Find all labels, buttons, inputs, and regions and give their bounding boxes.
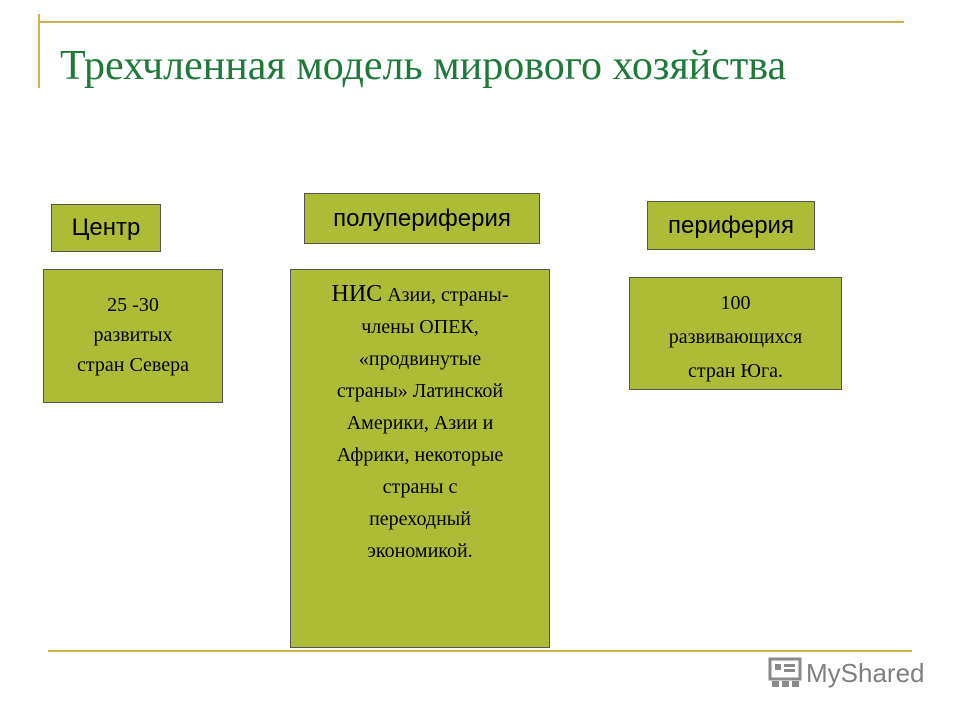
top-rule <box>40 21 904 23</box>
periphery-line: стран Юга. <box>687 360 784 382</box>
periphery-line: 100 <box>720 292 751 314</box>
slide-title: Трехчленная модель мирового хозяйства <box>60 43 787 89</box>
center-line: развитых <box>93 324 173 346</box>
periphery-line: развивающихся <box>668 326 803 348</box>
semi-periphery-line: страны с <box>382 476 458 498</box>
center-description-box <box>43 269 223 403</box>
semi-periphery-line: «продвинутые <box>358 348 482 370</box>
semi-periphery-line <box>291 278 549 311</box>
watermark <box>768 656 925 690</box>
semi-periphery-description-box <box>290 269 550 648</box>
header-center: Центр <box>51 204 161 252</box>
left-rule <box>38 14 40 88</box>
watermark-text: MyShared <box>806 657 925 688</box>
semi-periphery-line: переходный <box>369 508 471 530</box>
nis-abbreviation: НИС <box>331 281 383 307</box>
header-periphery: периферия <box>647 201 815 250</box>
semi-periphery-line: страны» Латинской <box>336 380 504 402</box>
periphery-description-box <box>629 277 842 390</box>
bottom-rule <box>48 650 912 652</box>
semi-periphery-line-text: Азии, страны- <box>387 284 509 306</box>
semi-periphery-line: Африки, некоторые <box>336 444 504 466</box>
semi-periphery-line: экономикой. <box>367 540 473 562</box>
semi-periphery-line: Америки, Азии и <box>346 412 494 434</box>
header-semi-periphery: полупериферия <box>304 193 540 244</box>
classroom-icon <box>768 656 802 690</box>
center-line: 25 -30 <box>107 294 159 316</box>
semi-periphery-line: члены ОПЕК, <box>361 316 479 338</box>
center-line: стран Севера <box>77 354 189 376</box>
